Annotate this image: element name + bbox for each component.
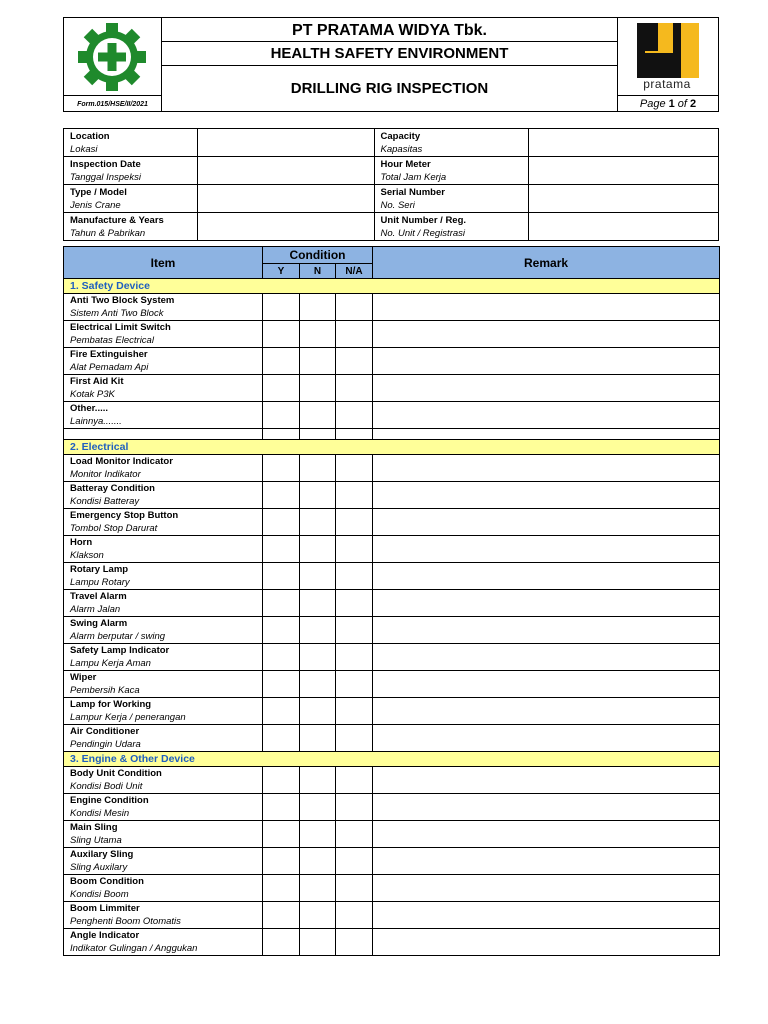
condition-na-cell[interactable] [336,875,373,902]
condition-n-cell[interactable] [300,698,336,725]
condition-na-cell[interactable] [336,536,373,563]
remark-cell[interactable] [373,536,720,563]
company-name: PT PRATAMA WIDYA Tbk. [162,18,617,42]
item-name-en: Wiper [70,672,97,683]
info-label [64,157,198,185]
info-label-en: Location [70,130,110,142]
remark-cell[interactable] [373,644,720,671]
remark-cell[interactable] [373,848,720,875]
item-name-en: Rotary Lamp [70,564,129,575]
condition-n-cell[interactable] [300,848,336,875]
condition-y-cell[interactable] [263,294,300,321]
info-value-field[interactable] [197,129,374,157]
remark-cell[interactable] [373,455,720,482]
item-cell [64,617,263,644]
remark-cell[interactable] [373,767,720,794]
item-name-en: First Aid Kit [70,376,124,387]
checklist-row [64,902,720,929]
condition-na-cell[interactable] [336,794,373,821]
page-of: of [677,98,687,110]
column-header-condition: Condition [263,247,373,264]
condition-y-cell[interactable] [263,875,300,902]
item-name-id: Pembersih Kaca [70,685,140,696]
item-cell [64,375,263,402]
condition-y-cell[interactable] [263,902,300,929]
condition-y-cell[interactable] [263,821,300,848]
condition-n-cell[interactable] [300,294,336,321]
page-current: 1 [668,98,675,110]
condition-y-cell[interactable] [263,536,300,563]
document-header [63,17,719,112]
condition-na-cell[interactable] [336,698,373,725]
item-name-id: Kotak P3K [70,389,115,400]
checklist-row [64,644,720,671]
checklist-row [64,725,720,752]
item-name-id: Pendingin Udara [70,739,141,750]
item-cell [64,402,263,429]
remark-cell[interactable] [373,294,720,321]
item-cell [64,509,263,536]
item-name-id: Lampu Rotary [70,577,130,588]
item-name-en: Air Conditioner [70,726,140,737]
info-value-field[interactable] [529,157,719,185]
condition-na-cell[interactable] [336,402,373,429]
condition-y-cell[interactable] [263,617,300,644]
page-indicator [618,96,718,112]
condition-na-cell[interactable] [336,821,373,848]
info-label-en: Manufacture & Years [70,214,164,226]
form-title: DRILLING RIG INSPECTION [290,80,489,97]
checklist-row [64,617,720,644]
condition-y-cell[interactable] [263,725,300,752]
item-cell [64,902,263,929]
condition-n-cell[interactable] [300,375,336,402]
unit-info-table [63,128,719,241]
item-name-en: Load Monitor Indicator [70,456,173,467]
info-label-id: Jenis Crane [70,199,121,211]
condition-n-cell[interactable] [300,536,336,563]
item-name-id: Kondisi Bodi Unit [70,781,143,792]
condition-na-cell[interactable] [336,294,373,321]
condition-y-cell[interactable] [263,402,300,429]
condition-y-cell[interactable] [263,929,300,956]
checklist-row [64,482,720,509]
checklist-row [64,429,720,440]
condition-na-cell[interactable] [336,482,373,509]
item-name-id: Indikator Gulingan / Anggukan [70,943,198,954]
info-value-field[interactable] [197,213,374,241]
item-name-en: Horn [70,537,93,548]
info-label-en: Unit Number / Reg. [380,214,467,226]
condition-y-cell[interactable] [263,375,300,402]
info-row [64,129,719,157]
condition-n-cell[interactable] [300,563,336,590]
info-row [64,157,719,185]
item-name-en: Main Sling [70,822,118,833]
checklist-row [64,348,720,375]
condition-y-cell[interactable] [263,321,300,348]
condition-na-cell[interactable] [336,563,373,590]
info-label-id: Tanggal Inspeksi [70,171,141,183]
condition-y-cell[interactable] [263,563,300,590]
column-header-remark: Remark [373,247,720,279]
section-title: 3. Engine & Other Device [64,752,720,767]
item-cell [64,929,263,956]
info-label-en: Serial Number [380,186,445,198]
section-row [64,440,720,455]
page-total: 2 [689,98,697,110]
item-name-en: Other..... [70,403,109,414]
item-cell [64,644,263,671]
item-name-id: Sling Auxilary [70,862,128,873]
column-header-n: N [300,264,336,279]
item-name-id: Lampur Kerja / penerangan [70,712,186,723]
column-header-item: Item [64,247,263,279]
condition-y-cell[interactable] [263,671,300,698]
info-label [374,157,529,185]
item-name-id: Penghenti Boom Otomatis [70,916,181,927]
brand-logo-cell [618,18,718,96]
condition-n-cell[interactable] [300,617,336,644]
info-label-id: Kapasitas [380,143,423,155]
remark-cell[interactable] [373,902,720,929]
remark-cell[interactable] [373,375,720,402]
checklist-row [64,590,720,617]
section-row [64,752,720,767]
condition-na-cell[interactable] [336,509,373,536]
info-value-field[interactable] [197,185,374,213]
item-name-id: Kondisi Mesin [70,808,130,819]
checklist-row [64,929,720,956]
condition-n-cell[interactable] [300,509,336,536]
item-name-id: Alarm berputar / swing [70,631,166,642]
condition-y-cell[interactable] [263,429,300,440]
checklist-row [64,375,720,402]
item-cell [64,875,263,902]
item-name-en: Boom Condition [70,876,144,887]
remark-cell[interactable] [373,348,720,375]
info-value-field[interactable] [529,213,719,241]
info-label-en: Inspection Date [70,158,141,170]
remark-cell[interactable] [373,698,720,725]
info-label [374,185,529,213]
info-label [374,129,529,157]
remark-cell[interactable] [373,875,720,902]
condition-y-cell[interactable] [263,848,300,875]
item-cell [64,563,263,590]
info-label-id: No. Seri [380,199,415,211]
condition-na-cell[interactable] [336,848,373,875]
condition-n-cell[interactable] [300,767,336,794]
item-cell [64,590,263,617]
item-cell [64,698,263,725]
item-name-en: Travel Alarm [70,591,127,602]
condition-na-cell[interactable] [336,902,373,929]
condition-n-cell[interactable] [300,482,336,509]
condition-na-cell[interactable] [336,429,373,440]
info-label-en: Capacity [380,130,421,142]
item-name-id: Sistem Anti Two Block [70,308,164,319]
department-name: HEALTH SAFETY ENVIRONMENT [162,42,617,66]
item-name-en: Fire Extinguisher [70,349,148,360]
condition-n-cell[interactable] [300,929,336,956]
checklist-row [64,875,720,902]
form-number: Form.015/HSE/II/2021 [64,96,162,112]
column-header-y: Y [263,264,300,279]
item-cell [64,429,263,440]
info-label-id: Total Jam Kerja [380,171,447,183]
condition-na-cell[interactable] [336,590,373,617]
info-value-field[interactable] [197,157,374,185]
condition-n-cell[interactable] [300,321,336,348]
condition-n-cell[interactable] [300,429,336,440]
item-cell [64,348,263,375]
condition-n-cell[interactable] [300,794,336,821]
condition-n-cell[interactable] [300,671,336,698]
item-cell [64,794,263,821]
checklist-row [64,794,720,821]
item-name-id: Lainnya....... [70,416,122,427]
condition-na-cell[interactable] [336,725,373,752]
condition-y-cell[interactable] [263,698,300,725]
item-cell [64,455,263,482]
condition-na-cell[interactable] [336,617,373,644]
remark-cell[interactable] [373,482,720,509]
header-titles [162,18,618,112]
checklist-row [64,294,720,321]
condition-y-cell[interactable] [263,794,300,821]
item-cell [64,848,263,875]
item-name-en: Body Unit Condition [70,768,162,779]
remark-cell[interactable] [373,725,720,752]
info-label-id: Tahun & Pabrikan [70,227,146,239]
condition-na-cell[interactable] [336,767,373,794]
item-name-id: Lampu Kerja Aman [70,658,151,669]
remark-cell[interactable] [373,321,720,348]
condition-n-cell[interactable] [300,455,336,482]
remark-cell[interactable] [373,794,720,821]
info-label-en: Type / Model [70,186,127,198]
item-name-en: Boom Limmiter [70,903,140,914]
item-cell [64,821,263,848]
condition-y-cell[interactable] [263,482,300,509]
condition-na-cell[interactable] [336,671,373,698]
condition-n-cell[interactable] [300,402,336,429]
item-cell [64,321,263,348]
condition-na-cell[interactable] [336,455,373,482]
brand-name: pratama [643,77,691,91]
info-label [64,213,198,241]
condition-n-cell[interactable] [300,644,336,671]
condition-na-cell[interactable] [336,348,373,375]
info-label [64,129,198,157]
info-row [64,185,719,213]
info-label [64,185,198,213]
condition-y-cell[interactable] [263,590,300,617]
remark-cell[interactable] [373,929,720,956]
remark-cell[interactable] [373,590,720,617]
checklist-row [64,455,720,482]
condition-n-cell[interactable] [300,725,336,752]
item-name-en: Emergency Stop Button [70,510,179,521]
condition-y-cell[interactable] [263,644,300,671]
column-header-na: N/A [336,264,373,279]
safety-gear-cross-icon [64,18,162,96]
condition-y-cell[interactable] [263,509,300,536]
condition-n-cell[interactable] [300,902,336,929]
section-row [64,279,720,294]
checklist-row [64,321,720,348]
checklist-row [64,509,720,536]
checklist-row [64,402,720,429]
checklist-row [64,698,720,725]
item-name-id: Kondisi Batteray [70,496,140,507]
condition-y-cell[interactable] [263,767,300,794]
item-name-id: Pembatas Electrical [70,335,154,346]
checklist-row [64,536,720,563]
condition-y-cell[interactable] [263,455,300,482]
item-name-id: Klakson [70,550,104,561]
remark-cell[interactable] [373,671,720,698]
condition-na-cell[interactable] [336,929,373,956]
condition-n-cell[interactable] [300,821,336,848]
condition-n-cell[interactable] [300,590,336,617]
checklist-row [64,821,720,848]
item-name-en: Electrical Limit Switch [70,322,171,333]
info-value-field[interactable] [529,129,719,157]
inspection-checklist-table [63,246,720,956]
checklist-row [64,563,720,590]
item-name-en: Batteray Condition [70,483,155,494]
item-name-en: Swing Alarm [70,618,128,629]
item-name-en: Auxilary Sling [70,849,134,860]
condition-y-cell[interactable] [263,348,300,375]
remark-cell[interactable] [373,821,720,848]
condition-na-cell[interactable] [336,321,373,348]
condition-n-cell[interactable] [300,875,336,902]
item-cell [64,767,263,794]
checklist-row [64,671,720,698]
info-label-id: No. Unit / Registrasi [380,227,466,239]
item-cell [64,294,263,321]
item-name-id: Kondisi Boom [70,889,129,900]
condition-na-cell[interactable] [336,644,373,671]
item-name-id: Monitor Indikator [70,469,141,480]
item-name-id: Alarm Jalan [70,604,121,615]
condition-na-cell[interactable] [336,375,373,402]
item-cell [64,482,263,509]
info-row [64,213,719,241]
item-name-en: Angle Indicator [70,930,140,941]
checklist-row [64,848,720,875]
item-name-id: Sling Utama [70,835,122,846]
remark-cell[interactable] [373,563,720,590]
item-cell [64,725,263,752]
condition-n-cell[interactable] [300,348,336,375]
section-title: 2. Electrical [64,440,720,455]
info-label-id: Lokasi [70,143,98,155]
remark-cell[interactable] [373,429,720,440]
page-prefix: Page [639,98,666,110]
item-name-id: Alat Pemadam Api [70,362,149,373]
item-name-en: Engine Condition [70,795,149,806]
remark-cell[interactable] [373,402,720,429]
info-label [374,213,529,241]
safety-logo-cell [64,18,162,96]
item-cell [64,671,263,698]
item-name-en: Anti Two Block System [70,295,175,306]
info-value-field[interactable] [529,185,719,213]
item-cell [64,536,263,563]
section-title: 1. Safety Device [64,279,720,294]
item-name-en: Lamp for Working [70,699,152,710]
info-label-en: Hour Meter [380,158,431,170]
checklist-row [64,767,720,794]
remark-cell[interactable] [373,617,720,644]
remark-cell[interactable] [373,509,720,536]
item-name-id: Tombol Stop Darurat [70,523,158,534]
item-name-en: Safety Lamp Indicator [70,645,170,656]
